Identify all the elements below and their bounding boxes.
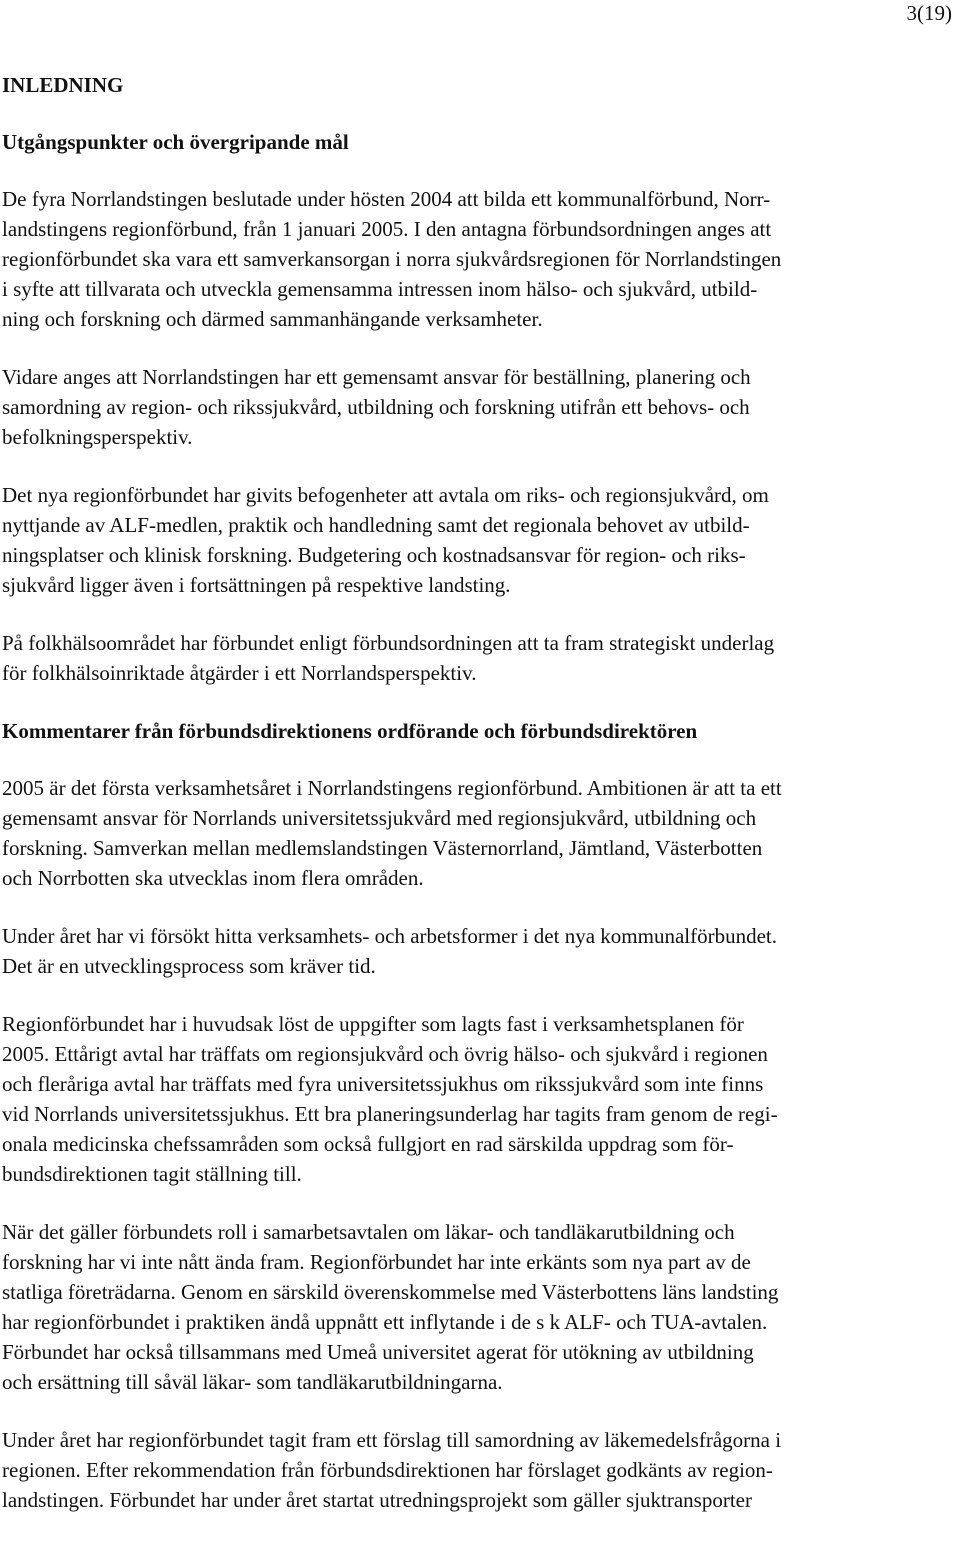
text-line: Det nya regionförbundet har givits befogenheter att avtala om riks- och regionsjukvård, om xyxy=(2,483,769,507)
text-line: Förbundet har också tillsammans med Umeå universitet agerat för utökning av utbildning xyxy=(2,1340,754,1364)
text-line: i syfte att tillvarata och utveckla gemensamma intressen inom hälso- och sjukvård, utbild- xyxy=(2,277,758,301)
section-heading: INLEDNING xyxy=(2,73,124,97)
paragraph xyxy=(2,362,956,452)
paragraph-group-comments xyxy=(2,773,956,1543)
text-line: ningsplatser och klinisk forskning. Budgetering och kostnadsansvar för region- och riks- xyxy=(2,543,746,567)
text-line: ning och forskning och därmed sammanhängande verksamheter. xyxy=(2,307,543,331)
text-line: forskning. Samverkan mellan medlemslandstingen Västernorrland, Jämtland, Västerbotten xyxy=(2,836,763,860)
text-line: Under året har vi försökt hitta verksamhets- och arbetsformer i det nya kommunalförbundet. xyxy=(2,924,778,948)
paragraph-group-intro xyxy=(2,184,956,716)
paragraph xyxy=(2,921,956,981)
paragraph xyxy=(2,773,956,893)
page-number: 3(19) xyxy=(906,1,952,25)
text-line: landstingen. Förbundet har under året startat utredningsprojekt som gäller sjuktransporter xyxy=(2,1488,752,1512)
paragraph xyxy=(2,1425,956,1515)
text-line: nyttjande av ALF-medlen, praktik och handledning samt det regionala behovet av utbild- xyxy=(2,513,750,537)
text-line: Det är en utvecklingsprocess som kräver tid. xyxy=(2,954,376,978)
text-line: och Norrbotten ska utvecklas inom flera områden. xyxy=(2,866,424,890)
text-line: samordning av region- och rikssjukvård, utbildning och forskning utifrån ett behovs- och xyxy=(2,395,750,419)
text-line: Vidare anges att Norrlandstingen har ett gemensamt ansvar för beställning, planering och xyxy=(2,365,751,389)
text-line: och ersättning till såväl läkar- som tandläkarutbildningarna. xyxy=(2,1370,503,1394)
text-line: regionen. Efter rekommendation från förbundsdirektionen har förslaget godkänts av region- xyxy=(2,1458,773,1482)
text-line: statliga företrädarna. Genom en särskild överenskommelse med Västerbottens läns landsting xyxy=(2,1280,779,1304)
text-line: Regionförbundet har i huvudsak löst de uppgifter som lagts fast i verksamhetsplanen för xyxy=(2,1012,744,1036)
text-line: gemensamt ansvar för Norrlands universitetssjukvård med regionsjukvård, utbildning och xyxy=(2,806,757,830)
text-line: för folkhälsoinriktade åtgärder i ett Norrlandsperspektiv. xyxy=(2,661,477,685)
subsection-heading-comments: Kommentarer från förbundsdirektionens ordförande och förbundsdirektören xyxy=(2,719,698,743)
paragraph xyxy=(2,1009,956,1189)
subsection-heading: Utgångspunkter och övergripande mål xyxy=(2,130,349,154)
text-line: har regionförbundet i praktiken ändå uppnått ett inflytande i de s k ALF- och TUA-avtalen. xyxy=(2,1310,768,1334)
text-line: befolkningsperspektiv. xyxy=(2,425,193,449)
text-line: 2005. Ettårigt avtal har träffats om regionsjukvård och övrig hälso- och sjukvård i regionen xyxy=(2,1042,768,1066)
document-body xyxy=(2,70,956,1543)
text-line: bundsdirektionen tagit ställning till. xyxy=(2,1162,302,1186)
paragraph xyxy=(2,1217,956,1397)
paragraph xyxy=(2,480,956,600)
text-line: forskning har vi inte nått ända fram. Regionförbundet har inte erkänts som nya part av de xyxy=(2,1250,751,1274)
text-line: När det gäller förbundets roll i samarbetsavtalen om läkar- och tandläkarutbildning och xyxy=(2,1220,735,1244)
text-line: 2005 är det första verksamhetsåret i Norrlandstingens regionförbund. Ambitionen är att ta ett xyxy=(2,776,782,800)
text-line: landstingens regionförbund, från 1 januari 2005. I den antagna förbundsordningen anges att xyxy=(2,217,772,241)
text-line: onala medicinska chefssamråden som också fullgjort en rad särskilda uppdrag som för- xyxy=(2,1132,734,1156)
text-line: Under året har regionförbundet tagit fram ett förslag till samordning av läkemedelsfrågorna i xyxy=(2,1428,782,1452)
text-line: och fleråriga avtal har träffats med fyra universitetssjukhus om rikssjukvård som inte finns xyxy=(2,1072,764,1096)
text-line: De fyra Norrlandstingen beslutade under hösten 2004 att bilda ett kommunalförbund, Norr- xyxy=(2,187,771,211)
paragraph xyxy=(2,628,956,688)
text-line: sjukvård ligger även i fortsättningen på respektive landsting. xyxy=(2,573,511,597)
text-line: På folkhälsoområdet har förbundet enligt förbundsordningen att ta fram strategiskt underlag xyxy=(2,631,775,655)
text-line: vid Norrlands universitetssjukhus. Ett bra planeringsunderlag har tagits fram genom de regi- xyxy=(2,1102,778,1126)
paragraph xyxy=(2,184,956,334)
text-line: regionförbundet ska vara ett samverkansorgan i norra sjukvårdsregionen för Norrlandstingen xyxy=(2,247,782,271)
